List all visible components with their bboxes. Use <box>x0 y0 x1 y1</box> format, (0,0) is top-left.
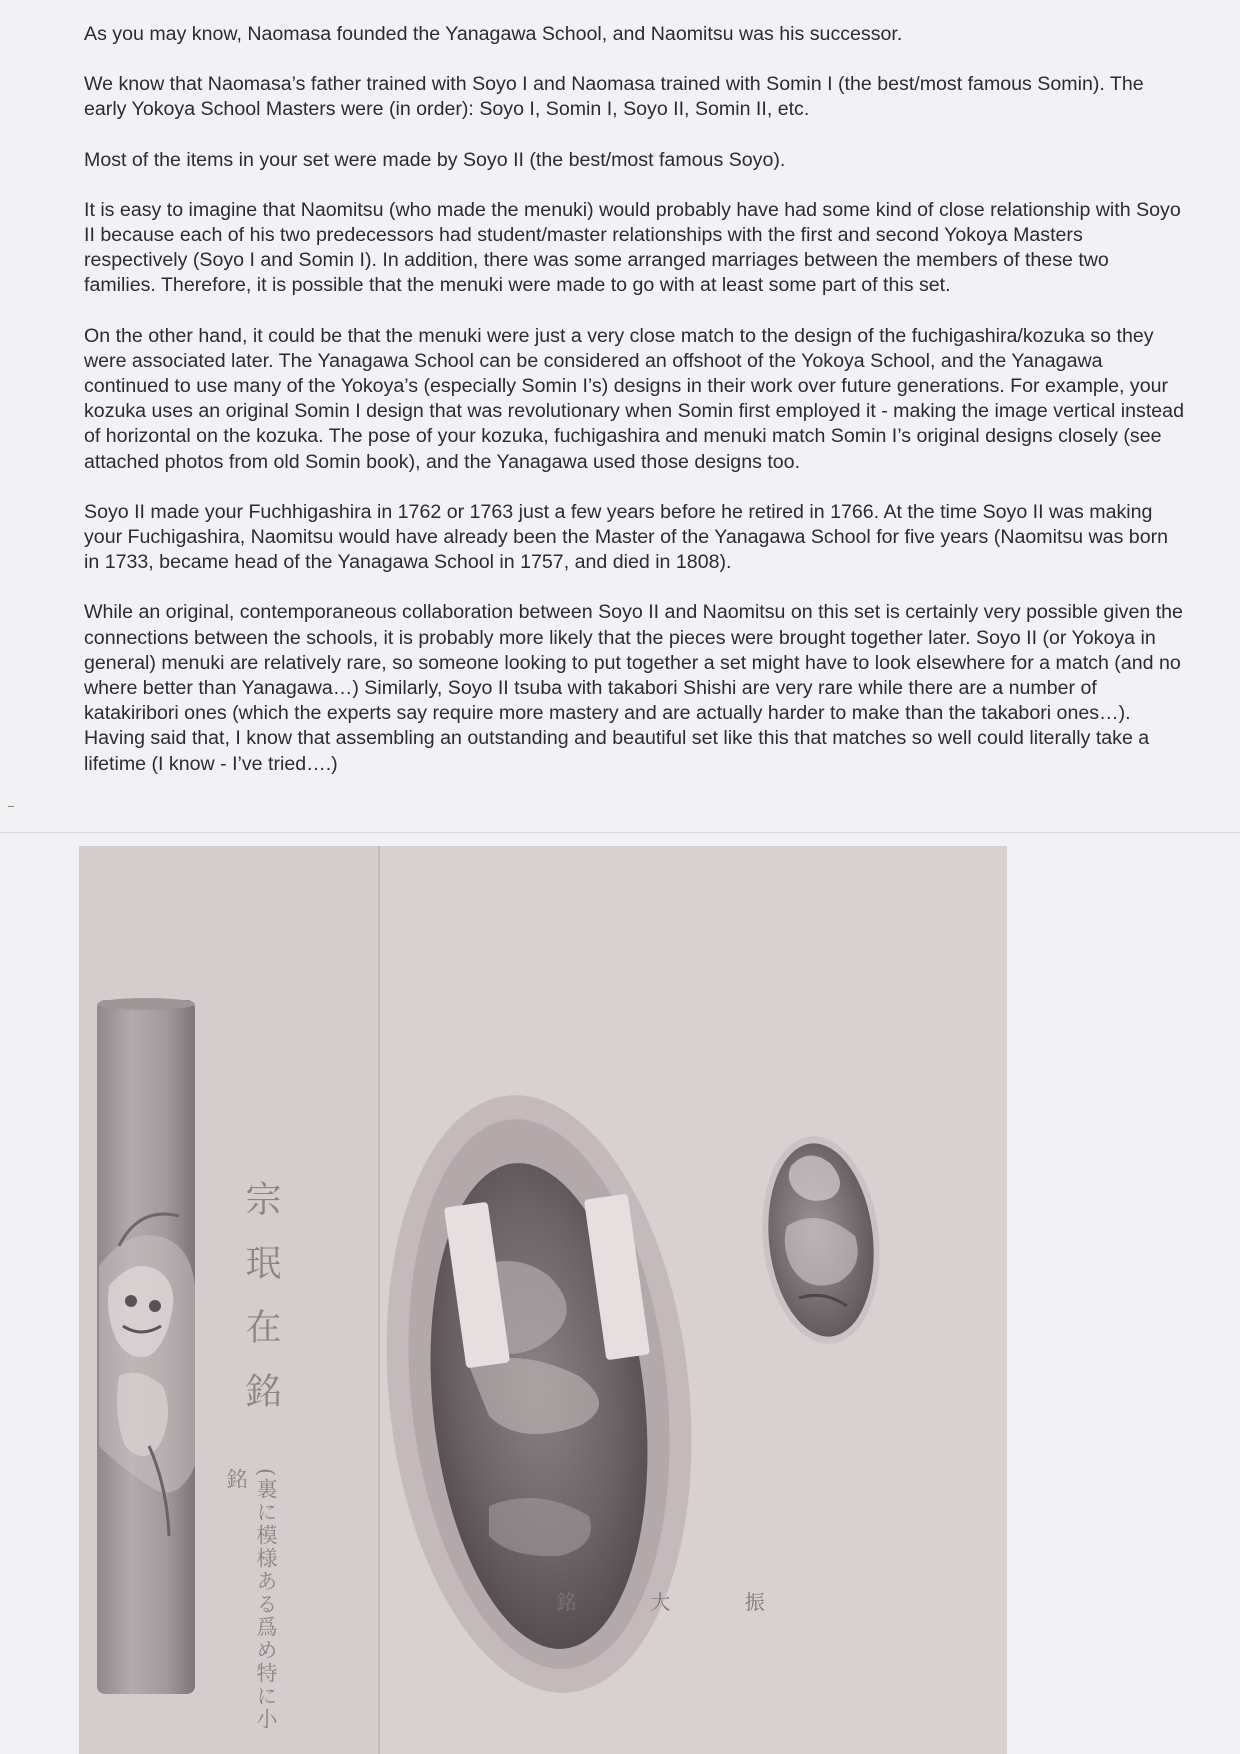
paragraph-7: While an original, contemporaneous collaboration between Soyo II and Naomitsu on this set is certainly very possible given the connections between the schools, it is probably more likely that the pieces were brought together later. Soyo II (or Yokoya in general) menuki are relatively rare, so someone looking to put together a set might have to look elsewhere for a match (and no where better than Yanagawa…) Similarly, Soyo II tsuba with takabori Shishi are very rare while there are a number of katakiribori ones (which the experts say require more mastery and are actually harder to make than the takabori ones…). Having said that, I know that assembling an outstanding and beautiful set like this that matches so well could literally take a lifetime (I know - I’ve tried….) <box>84 601 1183 775</box>
paragraph-1: As you may know, Naomasa founded the Yanagawa School, and Naomitsu was his successor. <box>84 23 903 45</box>
letter-text <box>84 22 1184 777</box>
book-photo <box>79 846 1007 1754</box>
paragraph-3: Most of the items in your set were made by Soyo II (the best/most famous Soyo). <box>84 148 786 171</box>
margin-mark <box>8 806 14 807</box>
kozuka-handle <box>97 998 195 1694</box>
paragraph-5: On the other hand, it could be that the menuki were just a very close match to the design of the fuchigashira/kozuka so they were associated later. The Yanagawa School can be considered an offshoot of the Yokoya School, and the Yanagawa continued to use many of the Yokoya’s (especially Somin I’s) designs in their work over future generations. For example, your kozuka uses an original Somin I design that was revolutionary when Somin first employed it - making the image vertical instead of horizontal on the kozuka. The pose of your kozuka, fuchigashira and menuki match Somin I’s original designs closely (see attached photos from old Somin book), and the Yanagawa used those designs too. <box>84 324 1184 473</box>
scan-seam-divider <box>0 832 1240 833</box>
paragraph-4: It is easy to imagine that Naomitsu (who made the menuki) would probably have had some kind of close relationship with Soyo II because each of his two predecessors had student/master relationships with the first and second Yokoya Masters respectively (Soyo I and Somin I). In addition, there was some arranged marriages between the members of these two families. Therefore, it is possible that the menuki were made to go with at least some part of this set. <box>84 198 1181 297</box>
paragraph-2: We know that Naomasa’s father trained with Soyo I and Naomasa trained with Somin I (the best/most famous Somin). The early Yokoya School Masters were (in order): Soyo I, Somin I, Soyo II, Somin II, etc. <box>84 73 1144 121</box>
paragraph-6: Soyo II made your Fuchhigashira in 1762 or 1763 just a few years before he retired in 1766. At the time Soyo II was making your Fuchigashira, Naomitsu would have already been the Master of the Yanagawa School for five years (Naomitsu was born in 1733, became head of the Yanagawa School in 1757, and died in 1808). <box>84 500 1169 574</box>
vertical-note: (裏に模様ある爲め特に小銘 <box>224 1468 278 1732</box>
book-photo-illustration <box>79 846 1007 1754</box>
fuchi-caption: 銘 大 振 <box>556 1590 799 1614</box>
vertical-inscription: 宗珉在銘 <box>240 1180 281 1436</box>
